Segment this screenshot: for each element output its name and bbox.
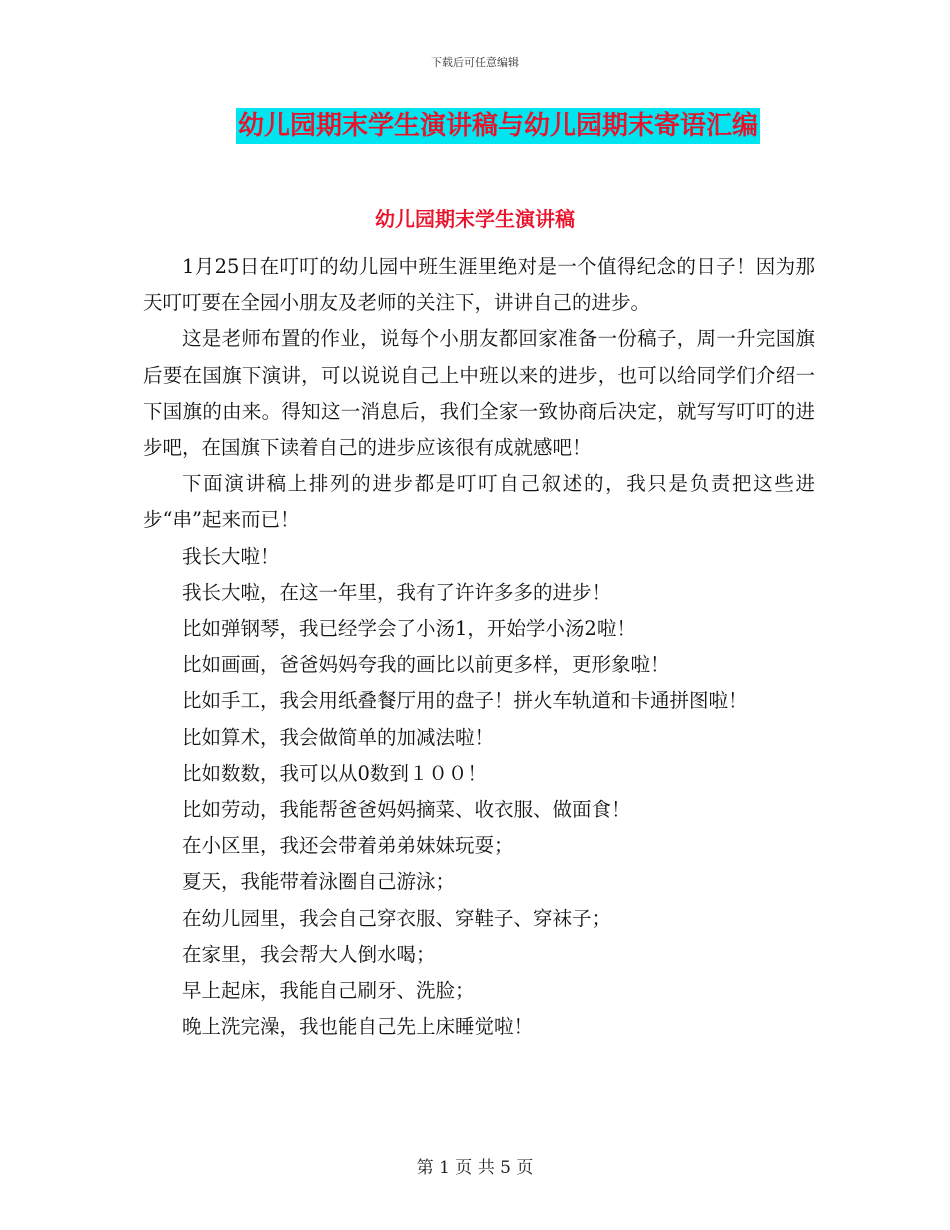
paragraph: 我长大啦！	[182, 544, 280, 568]
paragraph: 比如算术，我会做简单的加减法啦！	[182, 725, 495, 749]
paragraph: 早上起床，我能自己刷牙、洗脸；	[182, 979, 475, 1003]
paragraph: 这是老师布置的作业，说每个小朋友都回家准备一份稿子，周一升完国旗后要在国旗下演讲，可以说说自己上中班以来的进步，也可以给同学们介绍一下国旗的由来。得知这一消息后，我们全家一致协商后决定，就写写叮叮的进步吧，在国旗下读着自己的进步应该很有成就感吧！	[143, 327, 815, 460]
paragraph: 1月25日在叮叮的幼儿园中班生涯里绝对是一个值得纪念的日子！因为那天叮叮要在全园小朋友及老师的关注下，讲讲自己的进步。	[143, 255, 815, 315]
paragraph: 比如数数，我可以从0数到１００！	[182, 761, 487, 785]
paragraph: 比如弹钢琴，我已经学会了小汤1，开始学小汤2啦！	[182, 617, 636, 641]
document-title: 幼儿园期末学生演讲稿与幼儿园期末寄语汇编	[236, 108, 760, 144]
paragraph: 在家里，我会帮大人倒水喝；	[182, 942, 436, 966]
page-number: 第 1 页 共 5 页	[416, 1158, 534, 1178]
paragraph: 在小区里，我还会带着弟弟妹妹玩耍；	[182, 834, 514, 858]
paragraph: 比如画画，爸爸妈妈夸我的画比以前更多样，更形象啦！	[182, 653, 670, 677]
paragraph: 夏天，我能带着泳圈自己游泳；	[182, 870, 456, 894]
header-note: 下载后可任意编辑	[431, 56, 519, 69]
paragraph: 晚上洗完澡，我也能自己先上床睡觉啦！	[182, 1015, 534, 1039]
section-title: 幼儿园期末学生演讲稿	[375, 207, 575, 231]
paragraph: 比如劳动，我能帮爸爸妈妈摘菜、收衣服、做面食！	[182, 798, 631, 822]
paragraph: 我长大啦，在这一年里，我有了许许多多的进步！	[182, 580, 612, 604]
document-body	[143, 249, 815, 1045]
paragraph: 下面演讲稿上排列的进步都是叮叮自己叙述的，我只是负责把这些进步“串”起来而已！	[143, 472, 815, 532]
paragraph: 比如手工，我会用纸叠餐厅用的盘子！拼火车轨道和卡通拼图啦！	[182, 689, 748, 713]
paragraph: 在幼儿园里，我会自己穿衣服、穿鞋子、穿袜子；	[182, 906, 612, 930]
